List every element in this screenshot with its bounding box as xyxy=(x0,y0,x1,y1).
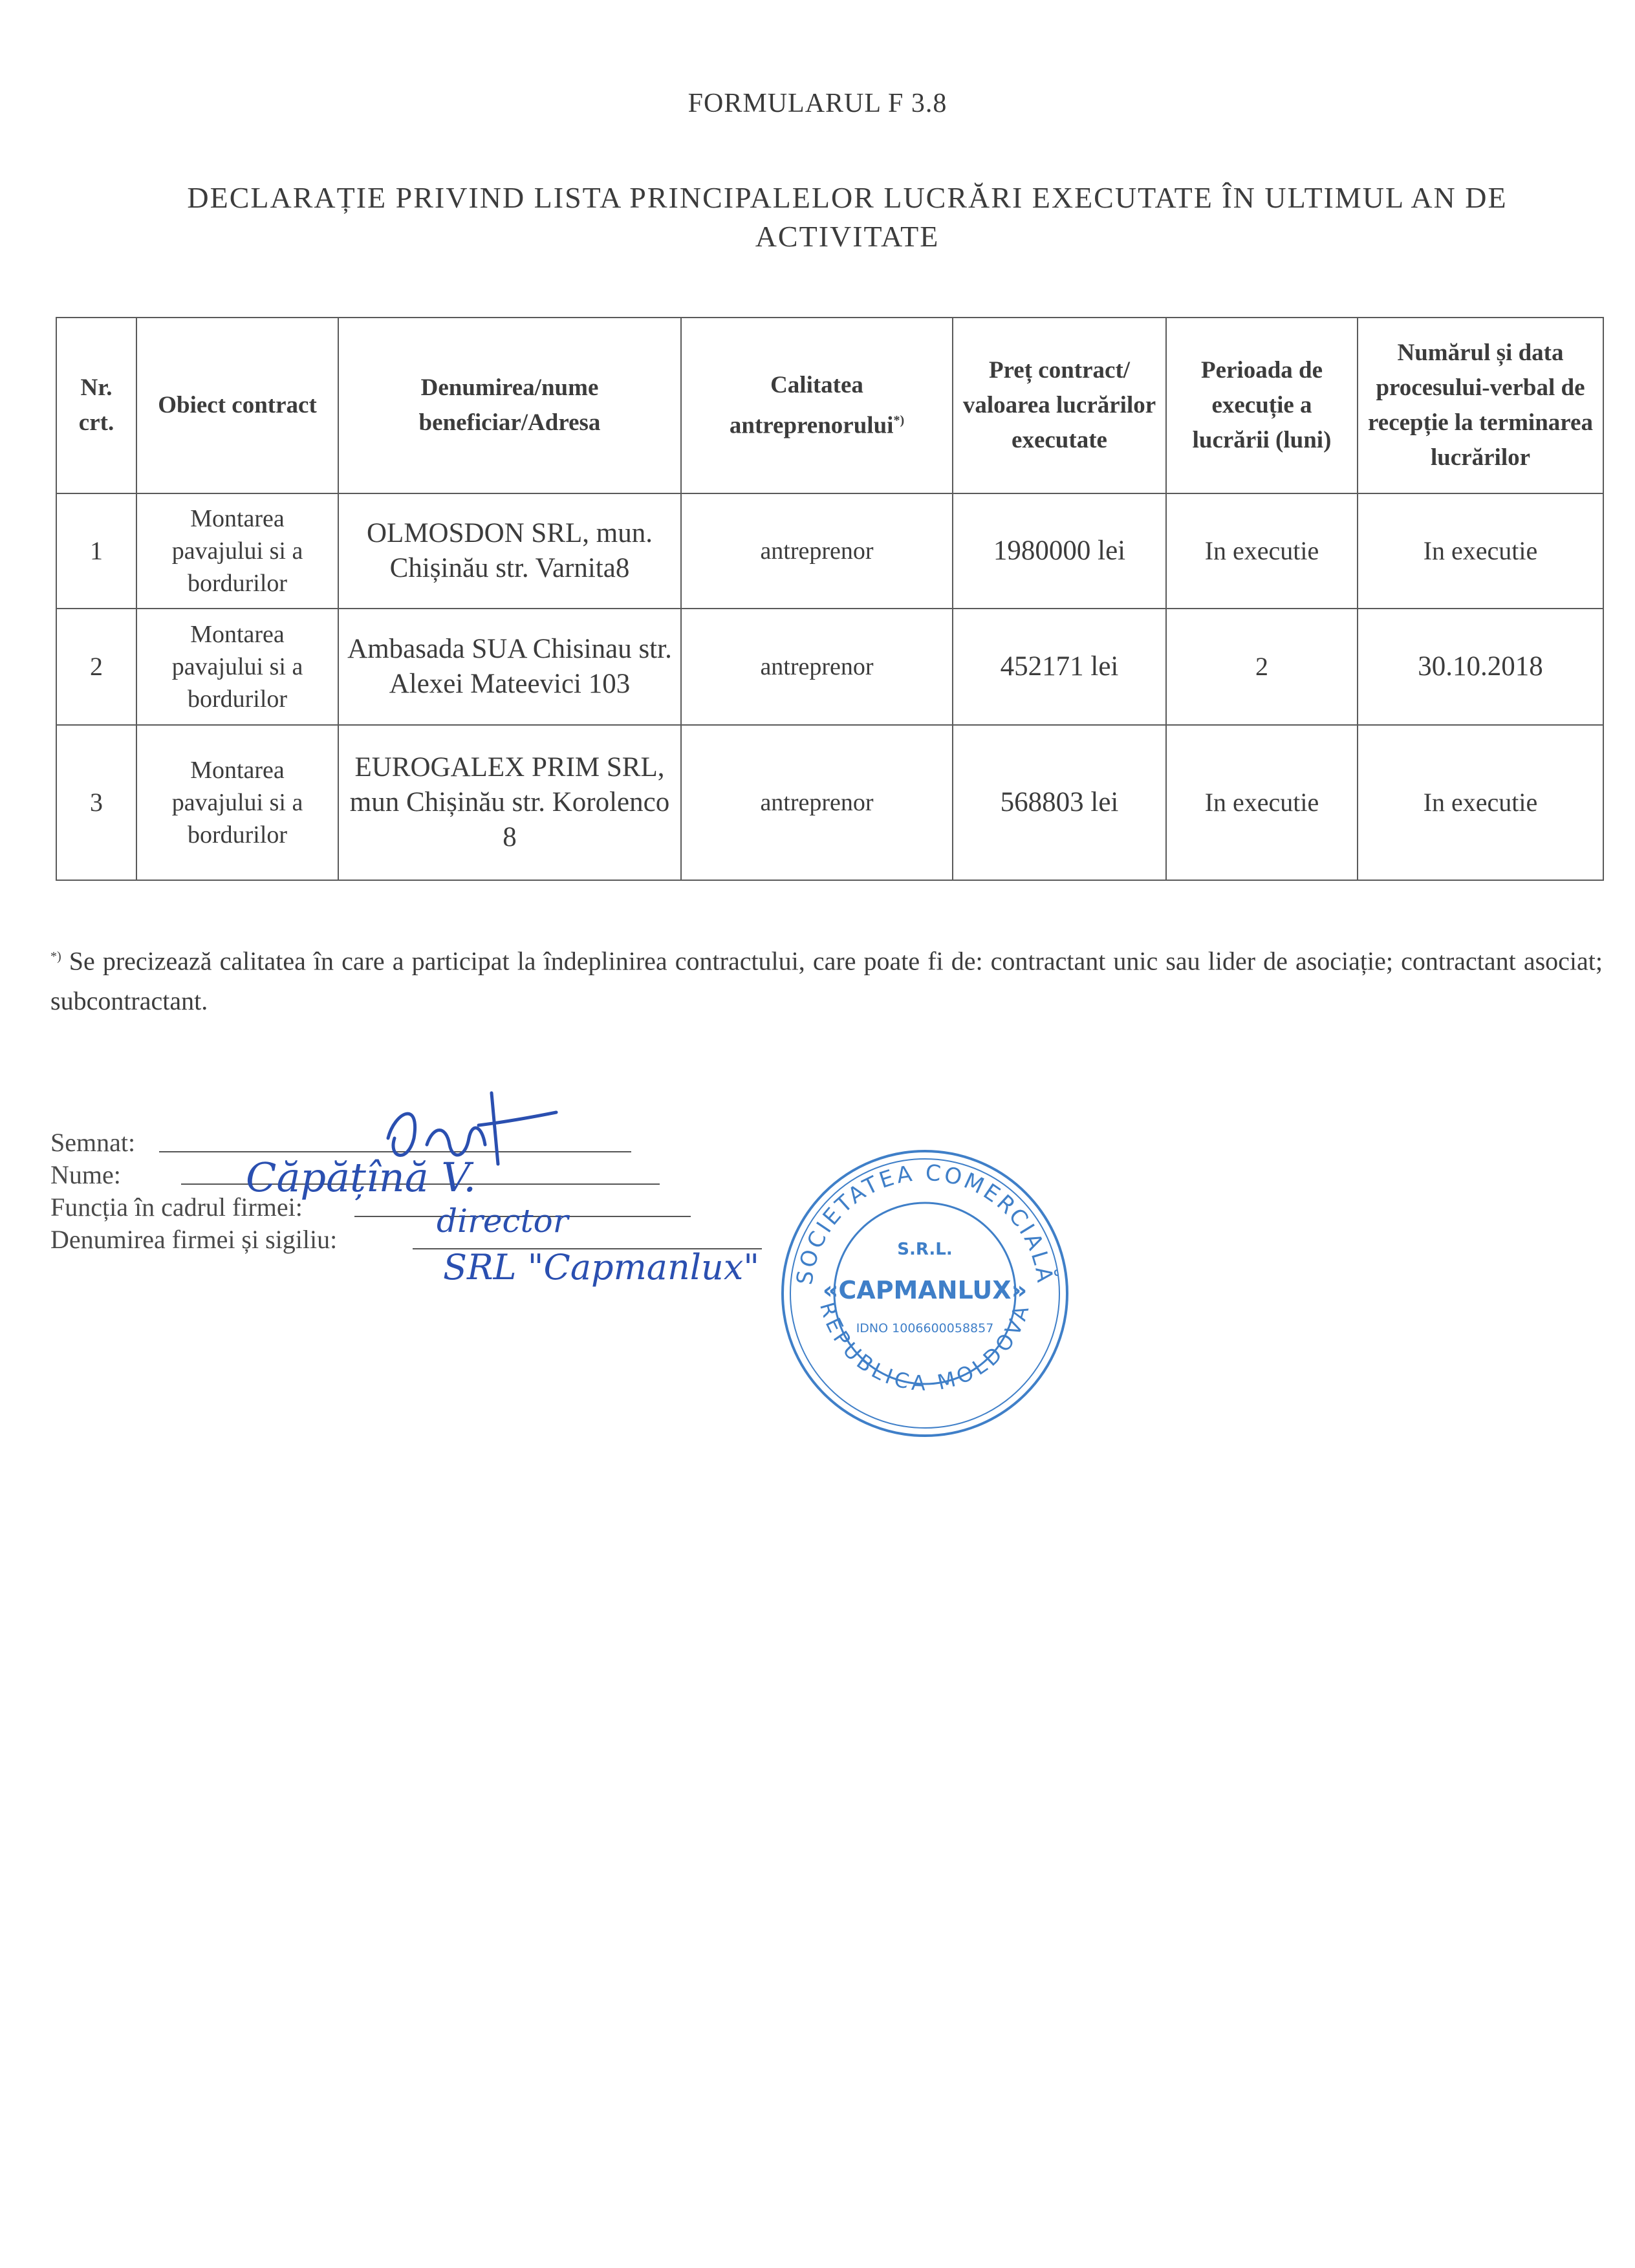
cell-calitatea: antreprenor xyxy=(681,493,953,609)
nume-handwritten: Căpățînă V. xyxy=(246,1154,477,1201)
header-calitatea xyxy=(681,318,953,493)
cell-nr: 1 xyxy=(56,493,136,609)
header-pret: Preț contract/ valoarea lucrărilor executate xyxy=(953,318,1166,493)
cell-perioada: In executie xyxy=(1166,493,1358,609)
firma-label: Denumirea firmei și sigiliu: xyxy=(50,1225,338,1254)
table-row xyxy=(56,609,1603,725)
cell-beneficiar: OLMOSDON SRL, mun. Chișinău str. Varnita8 xyxy=(338,493,681,609)
table-row xyxy=(56,493,1603,609)
semnat-label: Semnat: xyxy=(50,1128,136,1157)
company-stamp xyxy=(776,1145,1074,1442)
header-calitatea-label: Calitatea antreprenorului xyxy=(729,371,894,439)
cell-nr: 3 xyxy=(56,725,136,880)
nume-label: Nume: xyxy=(50,1160,121,1189)
works-table xyxy=(56,317,1604,881)
semnat-line xyxy=(159,1127,631,1152)
cell-pret: 568803 lei xyxy=(953,725,1166,880)
cell-pret: 452171 lei xyxy=(953,609,1166,725)
cell-pret: 1980000 lei xyxy=(953,493,1166,609)
cell-obiect: Montarea pavajului si a bordurilor xyxy=(136,493,338,609)
nume-line xyxy=(181,1159,660,1185)
stamp-type: S.R.L. xyxy=(897,1240,953,1259)
table-header-row xyxy=(56,318,1603,493)
footnote-mark: *) xyxy=(50,949,61,964)
header-note-mark: *) xyxy=(893,413,905,427)
form-code: FORMULARUL F 3.8 xyxy=(688,89,947,118)
table-row xyxy=(56,725,1603,880)
footnote-text: Se precizează calitatea în care a participat la îndeplinirea contractului, care poate fi de: contractant unic sau lider de asociație; contractant asociat; subcontractant. xyxy=(50,946,1603,1016)
cell-perioada: 2 xyxy=(1166,609,1358,725)
cell-obiect: Montarea pavajului si a bordurilor xyxy=(136,609,338,725)
cell-proces-verbal: In executie xyxy=(1358,725,1603,880)
stamp-idno: IDNO 1006600058857 xyxy=(856,1321,994,1335)
header-beneficiar: Denumirea/nume beneficiar/Adresa xyxy=(338,318,681,493)
cell-nr: 2 xyxy=(56,609,136,725)
cell-perioada: In executie xyxy=(1166,725,1358,880)
cell-calitatea: antreprenor xyxy=(681,609,953,725)
functia-label: Funcția în cadrul firmei: xyxy=(50,1193,303,1222)
cell-obiect: Montarea pavajului si a bordurilor xyxy=(136,725,338,880)
header-obiect: Obiect contract xyxy=(136,318,338,493)
cell-proces-verbal: In executie xyxy=(1358,493,1603,609)
functia-line xyxy=(354,1191,691,1217)
cell-calitatea: antreprenor xyxy=(681,725,953,880)
firma-line xyxy=(413,1224,762,1249)
cell-beneficiar: EUROGALEX PRIM SRL, mun Chișinău str. Korolenco 8 xyxy=(338,725,681,880)
header-nr: Nr. crt. xyxy=(56,318,136,493)
header-perioada: Perioada de execuție a lucrării (luni) xyxy=(1166,318,1358,493)
document-title: DECLARAȚIE PRIVIND LISTA PRINCIPALELOR LUCRĂRI EXECUTATE ÎN ULTIMUL AN DE ACTIVITATE xyxy=(187,181,1508,253)
cell-proces-verbal: 30.10.2018 xyxy=(1358,609,1603,725)
header-proces-verbal: Numărul și data procesului-verbal de recepție la terminarea lucrărilor xyxy=(1358,318,1603,493)
stamp-ring-text: SOCIETATEA COMERCIALĂ xyxy=(792,1160,1058,1287)
cell-beneficiar: Ambasada SUA Chisinau str. Alexei Mateevici 103 xyxy=(338,609,681,725)
firma-handwritten: SRL "Capmanlux" xyxy=(443,1247,760,1288)
footnote xyxy=(50,936,1603,1021)
stamp-company-name: «CAPMANLUX» xyxy=(822,1276,1028,1304)
stamp-bottom-text: REPUBLICA MOLDOVA xyxy=(814,1299,1035,1396)
functia-handwritten: director xyxy=(437,1202,568,1240)
